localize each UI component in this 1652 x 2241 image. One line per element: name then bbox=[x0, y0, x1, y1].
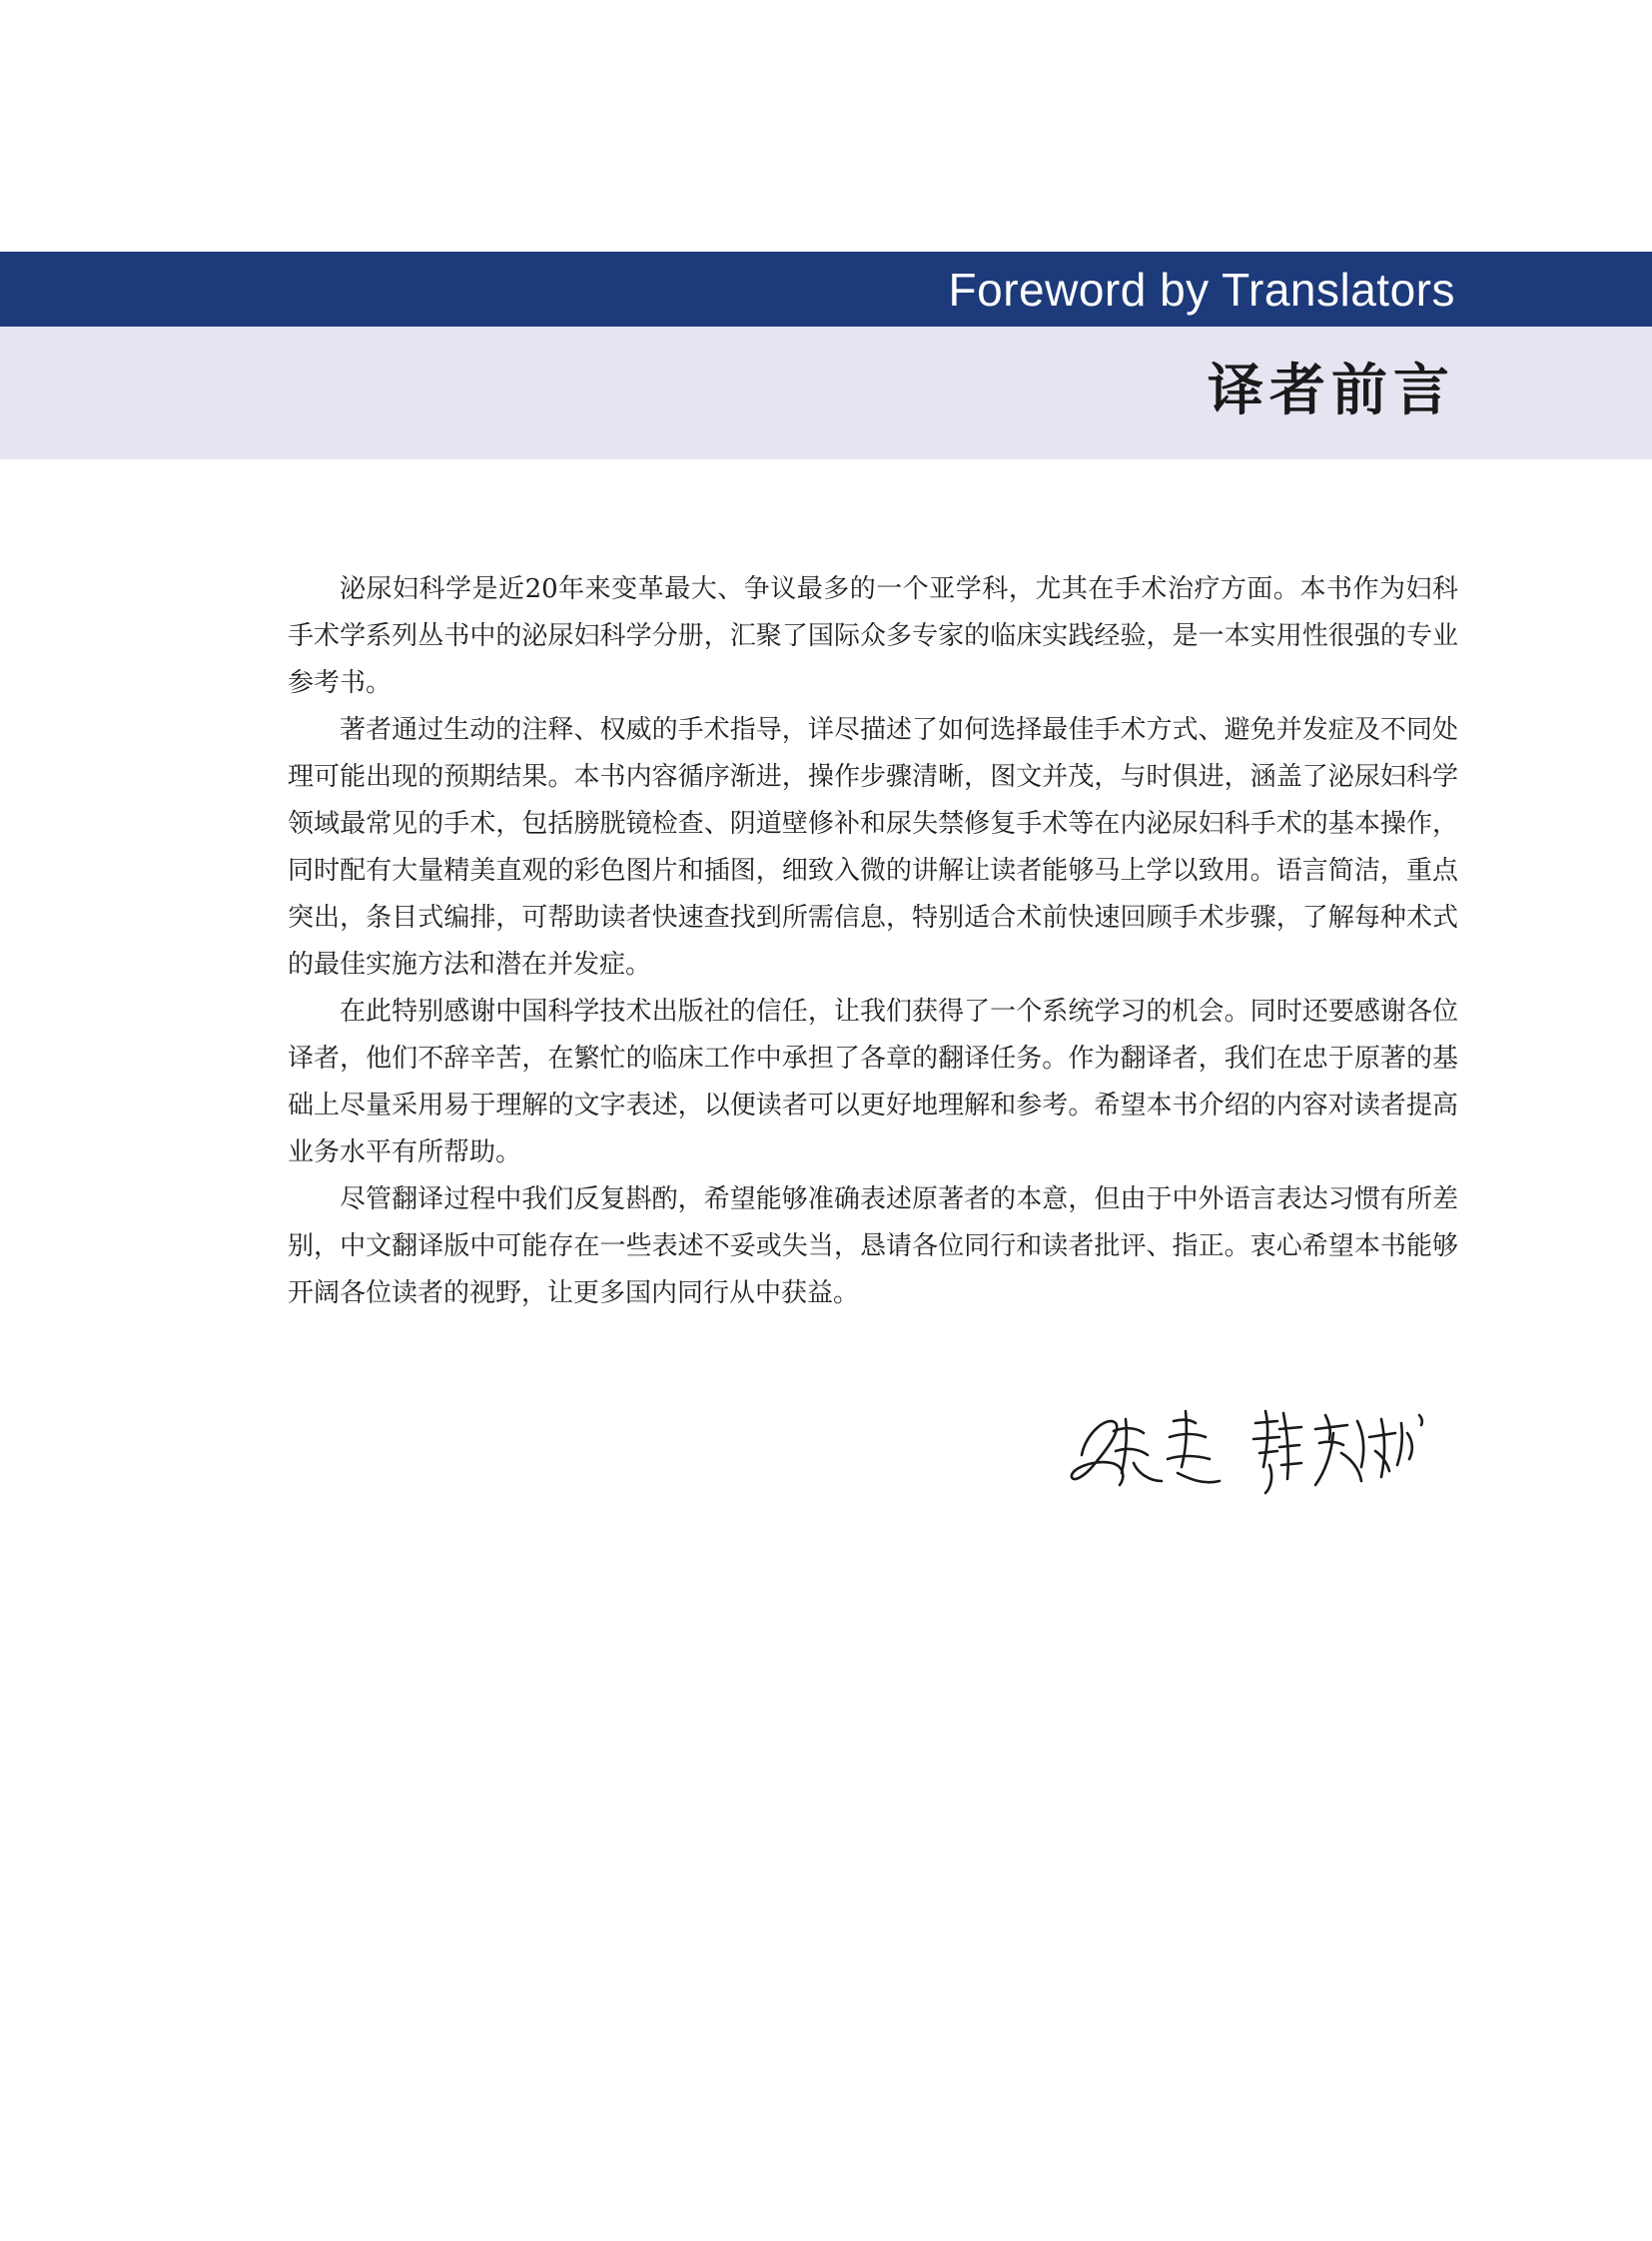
header-band bbox=[0, 252, 1652, 327]
paragraph: 泌尿妇科学是近20年来变革最大、争议最多的一个亚学科，尤其在手术治疗方面。本书作为妇科手术学系列丛书中的泌尿妇科学分册，汇聚了国际众多专家的临床实践经验，是一本实用性很强的专业参考书。 bbox=[288, 574, 1458, 698]
foreword-body bbox=[288, 566, 1458, 1317]
handwritten-signature-icon bbox=[1064, 1393, 1443, 1498]
paragraph: 在此特别感谢中国科学技术出版社的信任，让我们获得了一个系统学习的机会。同时还要感谢各位译者，他们不辞辛苦，在繁忙的临床工作中承担了各章的翻译任务。作为翻译者，我们在忠于原著的基础上尽量采用易于理解的文字表述，以便读者可以更好地理解和参考。希望本书介绍的内容对读者提高业务水平有所帮助。 bbox=[288, 997, 1458, 1167]
paragraph: 尽管翻译过程中我们反复斟酌，希望能够准确表述原著者的本意，但由于中外语言表达习惯有所差别，中文翻译版中可能存在一些表述不妥或失当，恳请各位同行和读者批评、指正。衷心希望本书能够开阔各位读者的视野，让更多国内同行从中获益。 bbox=[288, 1184, 1458, 1308]
paragraph: 著者通过生动的注释、权威的手术指导，详尽描述了如何选择最佳手术方式、避免并发症及不同处理可能出现的预期结果。本书内容循序渐进，操作步骤清晰，图文并茂，与时俱进，涵盖了泌尿妇科学领域最常见的手术，包括膀胱镜检查、阴道壁修补和尿失禁修复手术等在内泌尿妇科手术的基本操作，同时配有大量精美直观的彩色图片和插图，细致入微的讲解让读者能够马上学以致用。语言简洁，重点突出，条目式编排，可帮助读者快速查找到所需信息，特别适合术前快速回顾手术步骤，了解每种术式的最佳实施方法和潜在并发症。 bbox=[288, 715, 1458, 980]
page-title-english: Foreword by Translators bbox=[948, 264, 1455, 316]
page-title-chinese: 译者前言 bbox=[1208, 358, 1455, 423]
subheader-band bbox=[0, 327, 1652, 459]
